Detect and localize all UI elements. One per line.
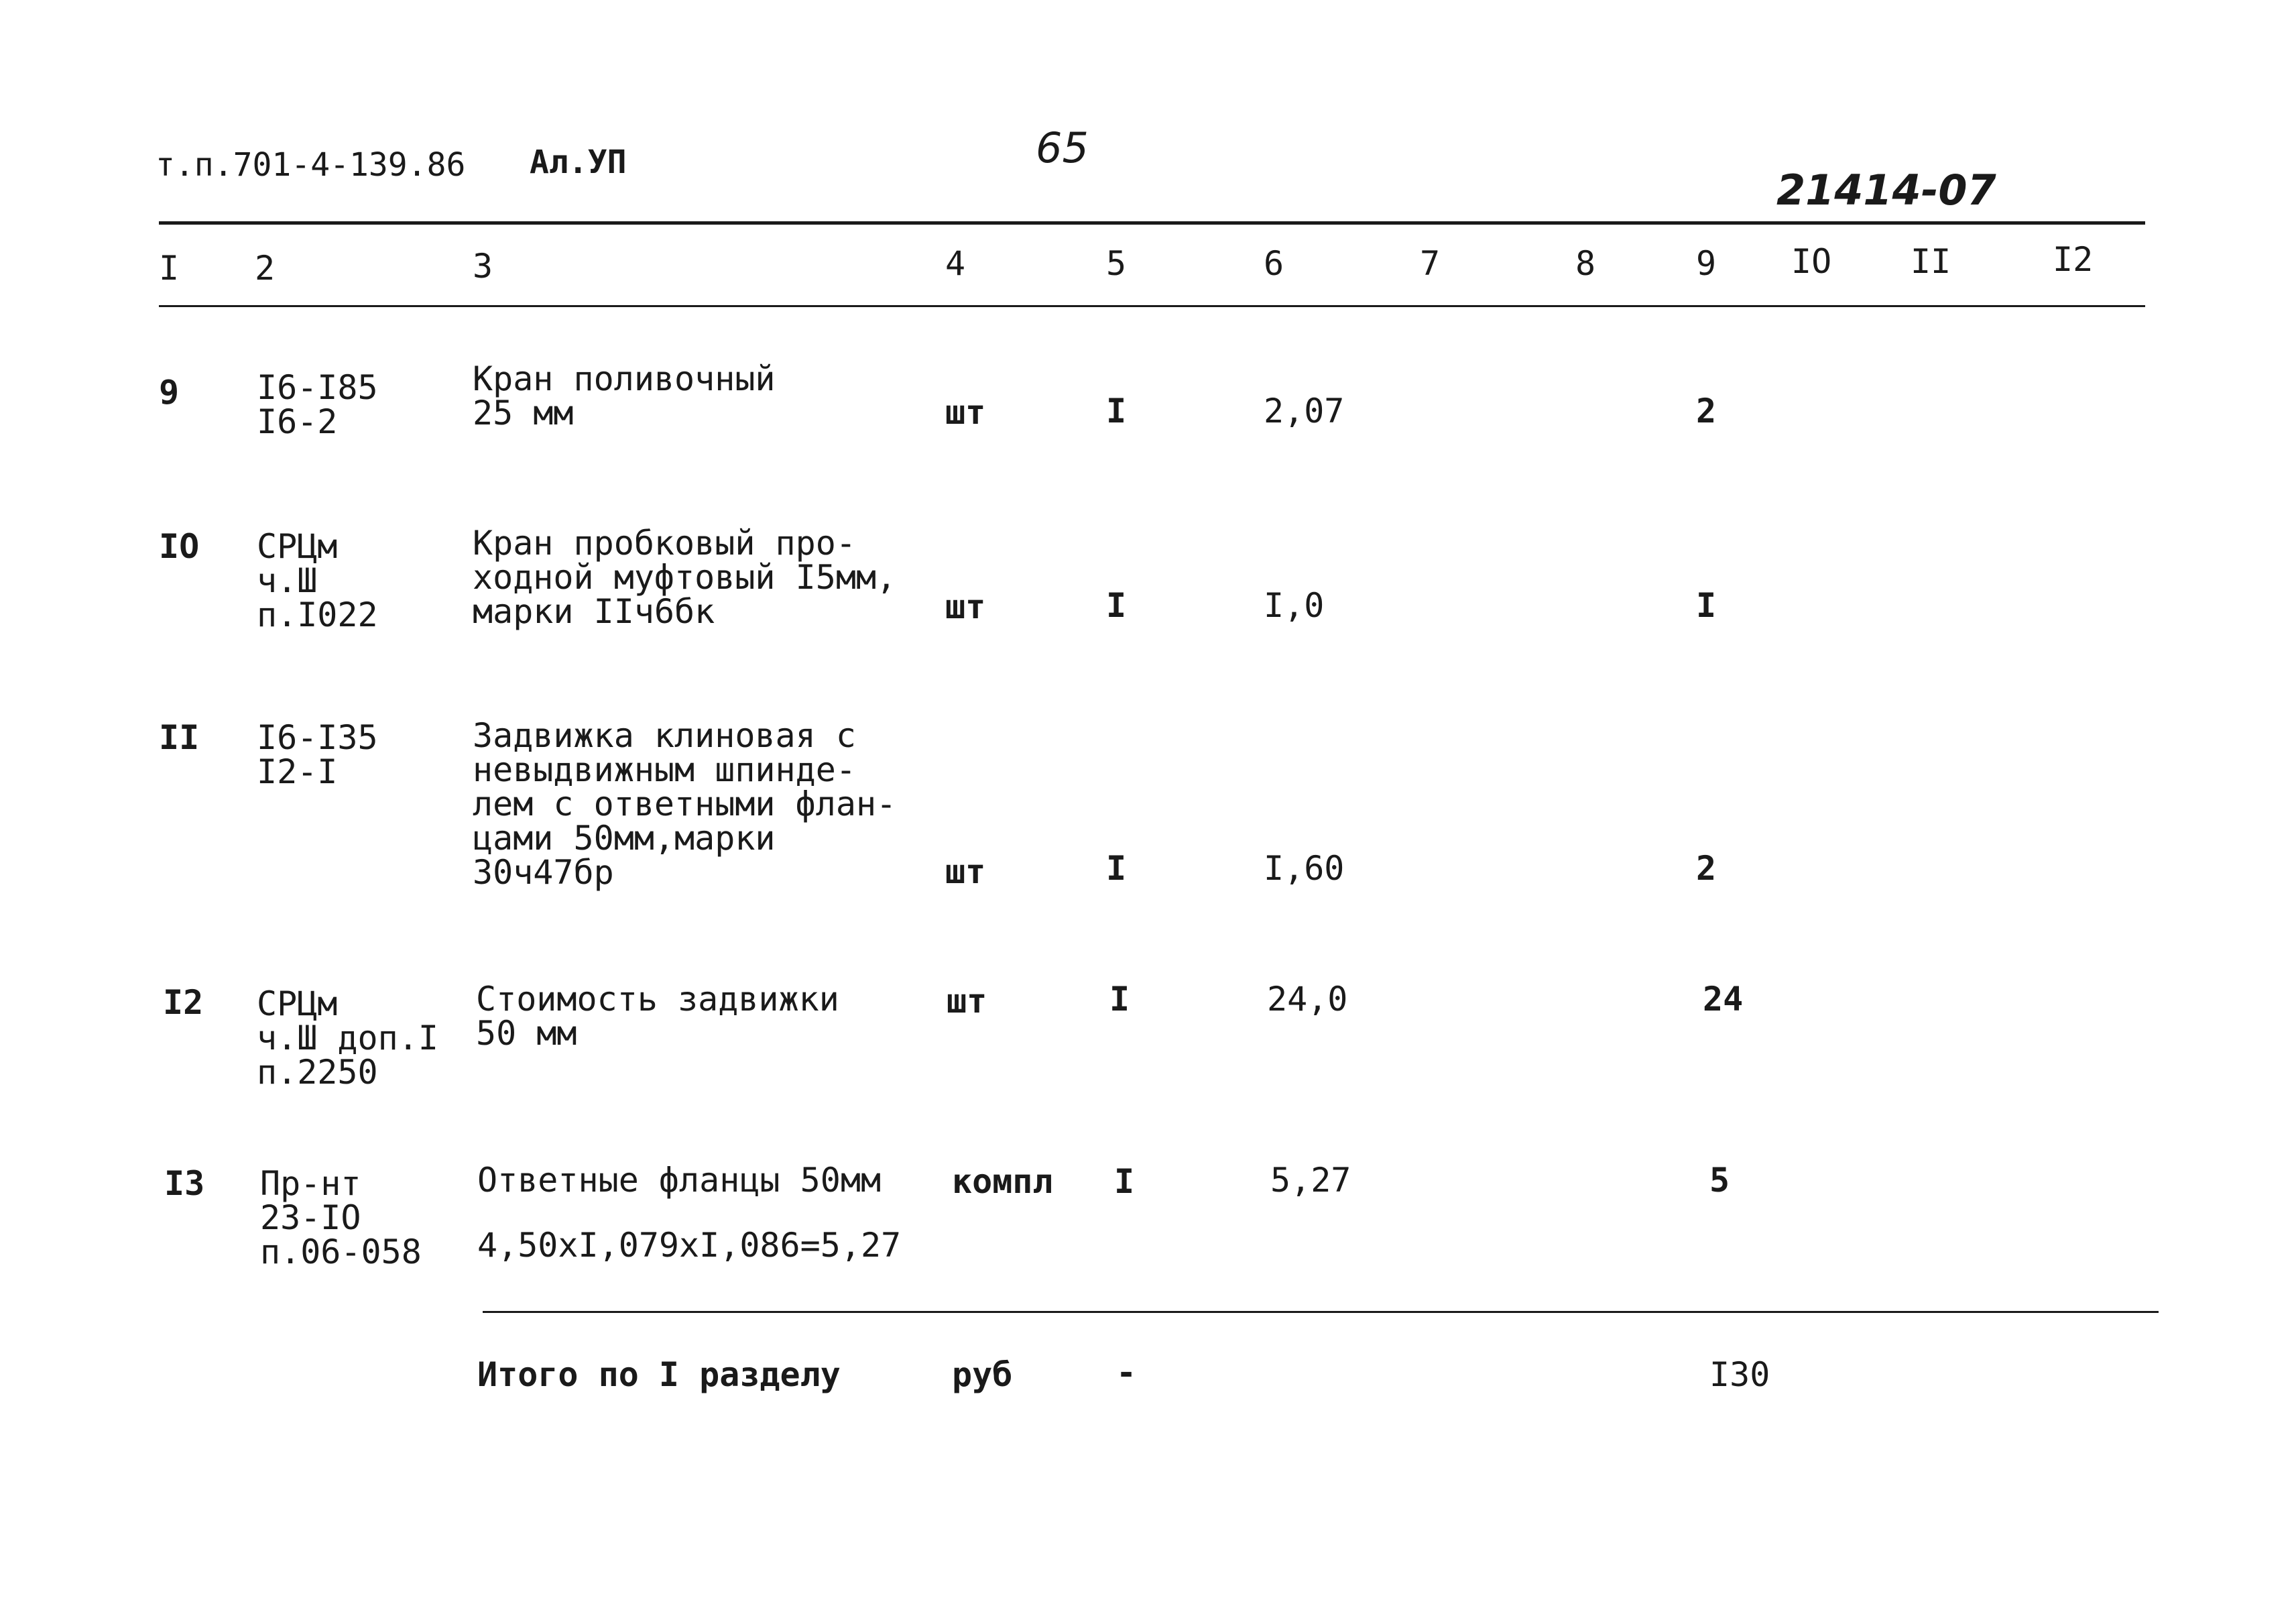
- archive-number: 21414-07: [1776, 166, 1996, 215]
- row-qty: I: [1114, 1162, 1135, 1201]
- row-code: I6-I35 I2-I: [257, 718, 378, 791]
- row-total: 24: [1703, 980, 1744, 1019]
- row-name: Кран пробковый про- ходной муфтовый I5мм, марки IIч6бк: [473, 524, 897, 631]
- row-qty: I: [1106, 849, 1127, 888]
- table-top-rule: [159, 221, 2145, 225]
- row-name: Ответные фланцы 50мм: [477, 1161, 882, 1200]
- row-qty: I: [1106, 586, 1127, 625]
- row-name: Стоимость задвижки 50 мм: [476, 980, 839, 1053]
- row-qty: I: [1109, 980, 1130, 1019]
- row-qty: I: [1106, 392, 1127, 430]
- row-code: СРЦм ч.Ш доп.I п.2250: [257, 984, 438, 1092]
- row-number: 9: [159, 373, 180, 412]
- row-name: Задвижка клиновая с невыдвижным шпинде- лем с ответными флан- цами 50мм,марки 30ч47бр: [473, 716, 897, 892]
- header-bottom-rule: [159, 305, 2145, 307]
- row-name: Кран поливочный 25 мм: [473, 359, 776, 433]
- row-unit: шт: [947, 982, 987, 1021]
- summary-qty: -: [1116, 1353, 1137, 1392]
- column-header-6: 6: [1264, 244, 1284, 283]
- column-header-3: 3: [473, 247, 493, 286]
- row-price: I,0: [1264, 586, 1325, 625]
- row-number: IO: [159, 527, 200, 566]
- row-total: 2: [1696, 392, 1717, 430]
- column-header-12: I2: [2053, 240, 2094, 279]
- row-unit: компл: [952, 1162, 1053, 1201]
- page-number: 65: [1036, 123, 1089, 172]
- column-header-5: 5: [1106, 244, 1127, 283]
- row-price: I,60: [1264, 849, 1345, 888]
- row-total: I: [1696, 586, 1717, 625]
- column-header-7: 7: [1420, 244, 1441, 283]
- row-price: 5,27: [1270, 1161, 1351, 1200]
- row-number: II: [159, 718, 200, 757]
- row-code: Пр-нт 23-IO п.06-058: [260, 1164, 422, 1271]
- row-number: I2: [163, 983, 204, 1022]
- row-total: 2: [1696, 849, 1717, 888]
- row-unit: шт: [945, 587, 986, 626]
- row-unit: шт: [945, 852, 986, 891]
- row-price: 2,07: [1264, 392, 1345, 430]
- column-header-4: 4: [945, 244, 966, 283]
- column-header-10: IO: [1791, 242, 1832, 281]
- row-calculation: 4,50хI,079хI,086=5,27: [477, 1226, 902, 1265]
- summary-total: I30: [1709, 1355, 1770, 1394]
- summary-unit: руб: [952, 1355, 1013, 1394]
- row-price: 24,0: [1267, 980, 1348, 1019]
- row-code: СРЦм ч.Ш п.I022: [257, 527, 378, 634]
- summary-rule: [483, 1311, 2159, 1313]
- album-label: Ал.УП: [530, 143, 627, 181]
- column-header-8: 8: [1575, 244, 1596, 283]
- row-unit: шт: [945, 393, 986, 432]
- column-header-11: II: [1911, 242, 1951, 281]
- column-header-2: 2: [255, 249, 276, 288]
- row-code: I6-I85 I6-2: [257, 368, 378, 441]
- row-number: I3: [164, 1164, 205, 1203]
- row-total: 5: [1709, 1161, 1730, 1200]
- column-header-1: I: [159, 249, 180, 288]
- document-code: т.п.701-4-139.86: [156, 146, 466, 184]
- column-header-9: 9: [1696, 244, 1717, 283]
- summary-label: Итого по I разделу: [477, 1355, 841, 1394]
